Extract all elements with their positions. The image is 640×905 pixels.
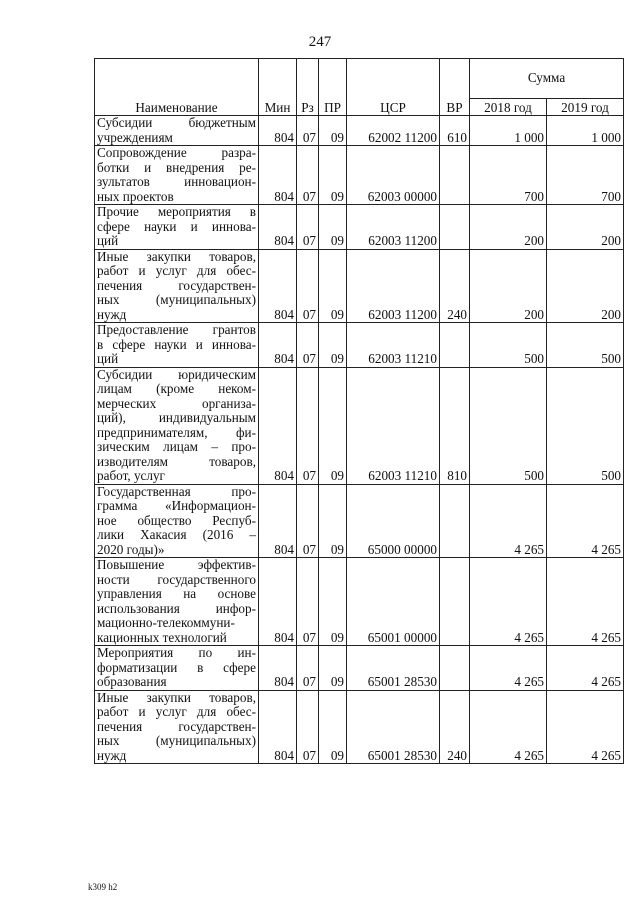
row-min: 804 — [259, 646, 297, 691]
row-sum-2018: 700 — [470, 146, 547, 205]
header-year-2018: 2018 год — [470, 99, 547, 116]
row-min: 804 — [259, 249, 297, 323]
row-rz: 07 — [297, 558, 319, 646]
header-year-2019: 2019 год — [547, 99, 624, 116]
row-name-line: сфере науки и иннова- — [97, 218, 256, 234]
row-name-line: Иные закупки товаров, — [97, 249, 256, 264]
table-row — [95, 690, 624, 764]
row-name — [95, 484, 259, 558]
row-csr: 62003 11210 — [347, 367, 440, 484]
row-min: 804 — [259, 116, 297, 146]
row-name-line: использования инфор- — [97, 600, 256, 616]
table-row — [95, 646, 624, 691]
row-name-line: в сфере науки и иннова- — [97, 336, 256, 352]
row-rz: 07 — [297, 690, 319, 764]
row-name-line: учреждениям — [97, 129, 173, 145]
row-csr: 65001 28530 — [347, 690, 440, 764]
row-pr: 09 — [319, 146, 347, 205]
row-name-line: нужд — [97, 306, 127, 322]
row-sum-2019: 500 — [547, 367, 624, 484]
row-name-line: Иные закупки товаров, — [97, 690, 256, 705]
row-min: 804 — [259, 367, 297, 484]
footer-code: k309 h2 — [88, 882, 118, 892]
row-sum-2019: 500 — [547, 323, 624, 368]
row-sum-2019: 200 — [547, 249, 624, 323]
row-csr: 62003 11200 — [347, 205, 440, 250]
budget-table — [94, 58, 624, 764]
row-name-line: Предоставление грантов — [97, 322, 256, 337]
row-sum-2018: 500 — [470, 367, 547, 484]
row-sum-2019: 1 000 — [547, 116, 624, 146]
row-name-line: 2020 годы)» — [97, 541, 165, 557]
row-pr: 09 — [319, 249, 347, 323]
row-name-line: нужд — [97, 747, 127, 763]
table-row — [95, 367, 624, 484]
row-pr: 09 — [319, 116, 347, 146]
row-name — [95, 205, 259, 250]
row-rz: 07 — [297, 205, 319, 250]
row-csr: 62003 11210 — [347, 323, 440, 368]
row-rz: 07 — [297, 249, 319, 323]
row-name — [95, 323, 259, 368]
row-csr: 62003 11200 — [347, 249, 440, 323]
row-rz: 07 — [297, 484, 319, 558]
row-pr: 09 — [319, 323, 347, 368]
row-vr: 610 — [440, 116, 470, 146]
row-pr: 09 — [319, 646, 347, 691]
table-row — [95, 249, 624, 323]
row-name-line: форматизации в сфере — [97, 659, 256, 675]
table-row — [95, 205, 624, 250]
row-rz: 07 — [297, 116, 319, 146]
row-name-line: Повышение эффектив- — [97, 557, 256, 572]
row-name-line: образования — [97, 674, 167, 689]
row-name-line: управления на основе — [97, 586, 256, 601]
row-rz: 07 — [297, 367, 319, 484]
header-sum: Сумма — [470, 59, 624, 99]
row-name-line: ности государственного — [97, 571, 256, 587]
row-name-line: работ, услуг — [97, 468, 165, 483]
row-csr: 65001 28530 — [347, 646, 440, 691]
row-name — [95, 116, 259, 146]
row-name-line: ботки и внедрения ре- — [97, 159, 256, 175]
header-csr: ЦСР — [347, 59, 440, 116]
row-sum-2019: 4 265 — [547, 558, 624, 646]
row-sum-2019: 4 265 — [547, 690, 624, 764]
row-name-line: изводителям товаров, — [97, 453, 256, 469]
row-sum-2018: 1 000 — [470, 116, 547, 146]
row-sum-2018: 4 265 — [470, 558, 547, 646]
row-pr: 09 — [319, 690, 347, 764]
row-name-line: кационных технологий — [97, 629, 227, 645]
row-vr — [440, 558, 470, 646]
row-name — [95, 690, 259, 764]
row-pr: 09 — [319, 558, 347, 646]
row-name-line: зультатов инновацион- — [97, 174, 256, 189]
row-pr: 09 — [319, 484, 347, 558]
row-name-line: Субсидии юридическим — [97, 367, 256, 382]
row-csr: 65000 00000 — [347, 484, 440, 558]
row-name-line: предпринимателям, фи- — [97, 424, 256, 440]
row-name-line: работ и услуг для обес- — [97, 263, 256, 278]
table-row — [95, 558, 624, 646]
row-name-line: ций), индивидуальным — [97, 410, 256, 425]
row-name-line: Сопровождение разра- — [97, 145, 256, 160]
row-vr — [440, 146, 470, 205]
row-csr: 62002 11200 — [347, 116, 440, 146]
row-sum-2018: 4 265 — [470, 690, 547, 764]
row-name-line: мерческих организа- — [97, 395, 256, 411]
row-sum-2018: 4 265 — [470, 646, 547, 691]
row-name-line: грамма «Информацион- — [97, 498, 256, 513]
row-name-line: печения государствен- — [97, 718, 256, 734]
header-min: Мин — [259, 59, 297, 116]
row-name-line: зическим лицам – про- — [97, 439, 256, 454]
row-vr — [440, 323, 470, 368]
row-sum-2019: 4 265 — [547, 646, 624, 691]
row-sum-2018: 4 265 — [470, 484, 547, 558]
row-name-line: Прочие мероприятия в — [97, 204, 256, 219]
row-rz: 07 — [297, 646, 319, 691]
row-vr — [440, 484, 470, 558]
row-vr — [440, 205, 470, 250]
row-name-line: печения государствен- — [97, 277, 256, 293]
row-name-line: Субсидии бюджетным — [97, 115, 256, 130]
row-name — [95, 367, 259, 484]
row-name — [95, 558, 259, 646]
row-name-line: ций — [97, 351, 119, 366]
row-min: 804 — [259, 558, 297, 646]
table-body — [95, 116, 624, 764]
row-csr: 65001 00000 — [347, 558, 440, 646]
row-name — [95, 646, 259, 691]
row-min: 804 — [259, 205, 297, 250]
header-vr: ВР — [440, 59, 470, 116]
row-name — [95, 146, 259, 205]
row-name-line: ное общество Респуб- — [97, 512, 256, 528]
row-name-line: лики Хакасия (2016 – — [97, 527, 256, 542]
row-name-line: лицам (кроме неком- — [97, 381, 256, 396]
row-name-line: Мероприятия по ин- — [97, 645, 256, 660]
row-sum-2019: 200 — [547, 205, 624, 250]
row-name-line: ций — [97, 233, 119, 248]
row-vr: 810 — [440, 367, 470, 484]
row-sum-2018: 200 — [470, 249, 547, 323]
row-min: 804 — [259, 146, 297, 205]
row-min: 804 — [259, 484, 297, 558]
row-vr: 240 — [440, 249, 470, 323]
row-min: 804 — [259, 323, 297, 368]
header-pr: ПР — [319, 59, 347, 116]
row-pr: 09 — [319, 205, 347, 250]
row-sum-2019: 4 265 — [547, 484, 624, 558]
table-row — [95, 116, 624, 146]
row-name — [95, 249, 259, 323]
row-vr: 240 — [440, 690, 470, 764]
row-min: 804 — [259, 690, 297, 764]
row-rz: 07 — [297, 146, 319, 205]
row-name-line: мационно-телекоммуни- — [97, 615, 235, 630]
row-sum-2018: 500 — [470, 323, 547, 368]
row-name-line: ных проектов — [97, 188, 174, 204]
header-name: Наименование — [95, 59, 259, 116]
row-sum-2019: 700 — [547, 146, 624, 205]
row-pr: 09 — [319, 367, 347, 484]
table-row — [95, 484, 624, 558]
row-name-line: работ и услуг для обес- — [97, 704, 256, 719]
row-name-line: ных (муниципальных) — [97, 292, 256, 307]
row-csr: 62003 00000 — [347, 146, 440, 205]
row-sum-2018: 200 — [470, 205, 547, 250]
page-number: 247 — [308, 34, 332, 50]
header-rz: Рз — [297, 59, 319, 116]
table-row — [95, 323, 624, 368]
row-name-line: ных (муниципальных) — [97, 733, 256, 748]
row-vr — [440, 646, 470, 691]
row-name-line: Государственная про- — [97, 484, 256, 499]
table-row — [95, 146, 624, 205]
row-rz: 07 — [297, 323, 319, 368]
